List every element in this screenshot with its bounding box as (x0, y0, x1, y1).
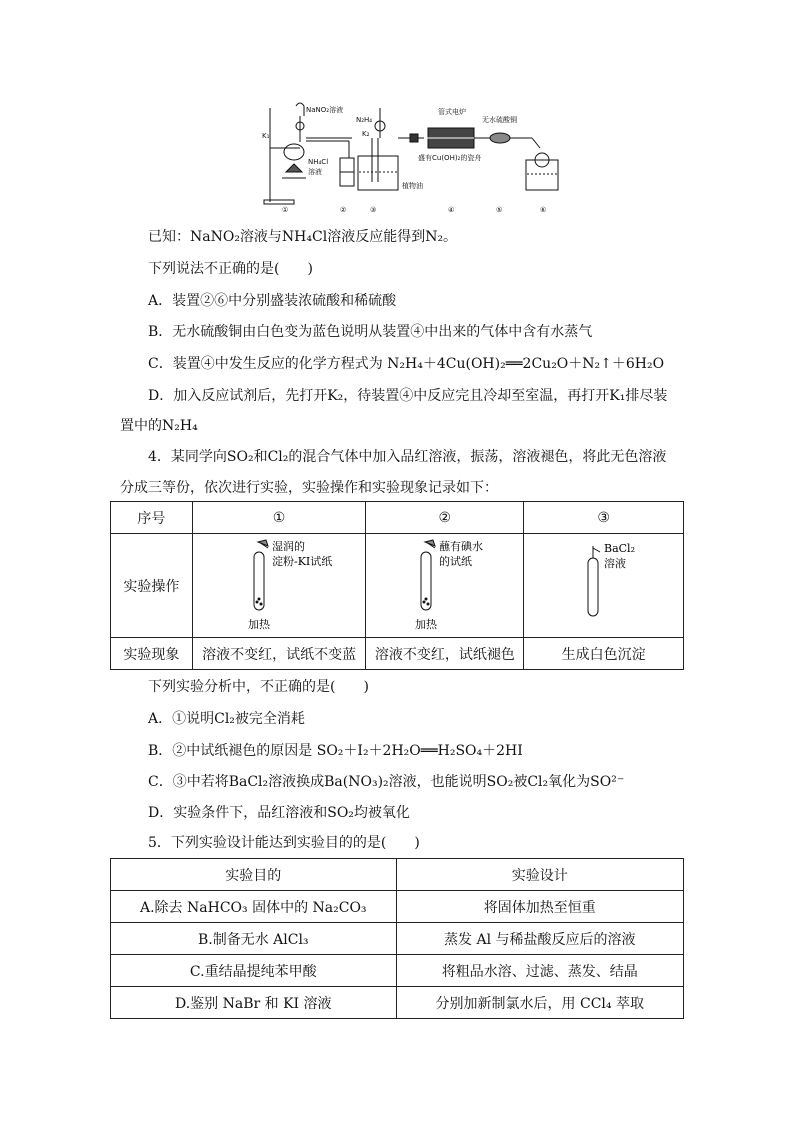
q4-option-c: C．③中若将BaCl₂溶液换成Ba(NO₃)₂溶液，也能说明SO₂被Cl₂氧化为SO²⁻ (148, 774, 625, 790)
phenomenon-3: 生成白色沉淀 (524, 638, 684, 670)
q3-option-a: A．装置②⑥中分别盛装浓硫酸和稀硫酸 (148, 293, 397, 309)
q5-stem: 5．下列实验设计能达到实验目的的是( ) (148, 835, 420, 851)
label-furnace: 管式电炉 (438, 108, 466, 116)
label-5: ⑤ (496, 206, 503, 214)
known-statement: 已知：NaNO₂溶液与NH₄Cl溶液反应能得到N₂。 (148, 229, 458, 245)
q4-option-a: A．①说明Cl₂被完全消耗 (148, 711, 305, 727)
design-goal-b: B.制备无水 AlCl₃ (111, 923, 397, 955)
q4-stem-line2: 分成三等份，依次进行实验，实验操作和实验现象记录如下： (120, 480, 498, 496)
op1-label-b: 淀粉-KI试纸 (272, 554, 333, 568)
apparatus-figure (262, 98, 562, 216)
operation-3 (524, 534, 684, 638)
phenomenon-1: 溶液不变红，试纸不变蓝 (192, 638, 366, 670)
design-header-design: 实验设计 (396, 859, 683, 891)
label-4: ④ (448, 206, 455, 214)
design-plan-d: 分别加新制氯水后，用 CCl₄ 萃取 (396, 987, 683, 1019)
test-tube-1 (224, 538, 334, 634)
q4-option-d: D．实验条件下，品红溶液和SO₂均被氧化 (148, 805, 410, 821)
op2-label-a: 蘸有碘水 (438, 539, 483, 553)
phenomenon-2: 溶液不变红，试纸褪色 (366, 638, 524, 670)
label-6: ⑥ (540, 206, 547, 214)
operation-2 (366, 534, 524, 638)
q3-option-d-line2: 置中的N₂H₄ (120, 418, 198, 434)
row-label-phenomenon: 实验现象 (111, 638, 193, 670)
header-2: ② (366, 502, 524, 534)
design-plan-b: 蒸发 Al 与稀盐酸反应后的溶液 (396, 923, 683, 955)
design-header-goal: 实验目的 (111, 859, 397, 891)
label-1: ① (282, 206, 289, 214)
label-nano2: NaNO₂溶液 (306, 106, 344, 114)
q3-prompt: 下列说法不正确的是( ) (148, 261, 313, 277)
operation-1 (192, 534, 366, 638)
design-plan-c: 将粗品水溶、过滤、蒸发、结晶 (396, 955, 683, 987)
q4-option-b: B．②中试纸褪色的原因是 SO₂＋I₂＋2H₂O══H₂SO₄＋2HI (148, 743, 523, 759)
design-goal-c: C.重结晶提纯苯甲酸 (111, 955, 397, 987)
design-goal-a: A.除去 NaHCO₃ 固体中的 Na₂CO₃ (111, 891, 397, 923)
q3-option-c: C．装置④中发生反应的化学方程式为 N₂H₄＋4Cu(OH)₂══2Cu₂O＋N₂↑＋6H₂O (148, 356, 665, 372)
label-n2h4: N₂H₄ (356, 116, 373, 124)
q3-option-d-line1: D．加入反应试剂后，先打开K₂，待装置④中反应完且冷却至室温，再打开K₁排尽装 (148, 388, 668, 404)
op1-label-heat: 加热 (248, 617, 271, 631)
q4-prompt: 下列实验分析中，不正确的是( ) (148, 679, 369, 695)
header-3: ③ (524, 502, 684, 534)
op1-label-a: 湿润的 (272, 539, 306, 553)
design-table (110, 858, 684, 1019)
q4-stem-line1: 4．某同学向SO₂和Cl₂的混合气体中加入品红溶液，振荡，溶液褪色，将此无色溶液 (148, 449, 667, 465)
label-3: ③ (370, 206, 377, 214)
op3-label-a: BaCl₂ (603, 541, 635, 555)
label-k2: K₂ (362, 130, 370, 138)
label-oil: 植物油 (402, 182, 423, 190)
design-plan-a: 将固体加热至恒重 (396, 891, 683, 923)
op3-label-b: 溶液 (603, 556, 626, 570)
label-k1: K₁ (262, 132, 270, 140)
op2-label-heat: 加热 (414, 617, 437, 631)
experiment-table (110, 501, 684, 670)
op2-label-b: 的试纸 (438, 554, 472, 568)
test-tube-3 (554, 538, 654, 634)
label-boat: 盛有Cu(OH)₂的瓷舟 (418, 154, 482, 162)
row-label-operation: 实验操作 (111, 534, 193, 638)
header-seq: 序号 (111, 502, 193, 534)
label-nh4cl: NH₄Cl (308, 158, 329, 166)
test-tube-2 (395, 538, 495, 634)
design-goal-d: D.鉴别 NaBr 和 KI 溶液 (111, 987, 397, 1019)
label-2: ② (340, 206, 347, 214)
label-nh4cl-sol: 溶液 (308, 168, 322, 176)
header-1: ① (192, 502, 366, 534)
q3-option-b: B．无水硫酸铜由白色变为蓝色说明从装置④中出来的气体中含有水蒸气 (148, 324, 593, 340)
apparatus-diagram (262, 98, 562, 216)
label-cuso4: 无水硫酸铜 (482, 116, 517, 124)
